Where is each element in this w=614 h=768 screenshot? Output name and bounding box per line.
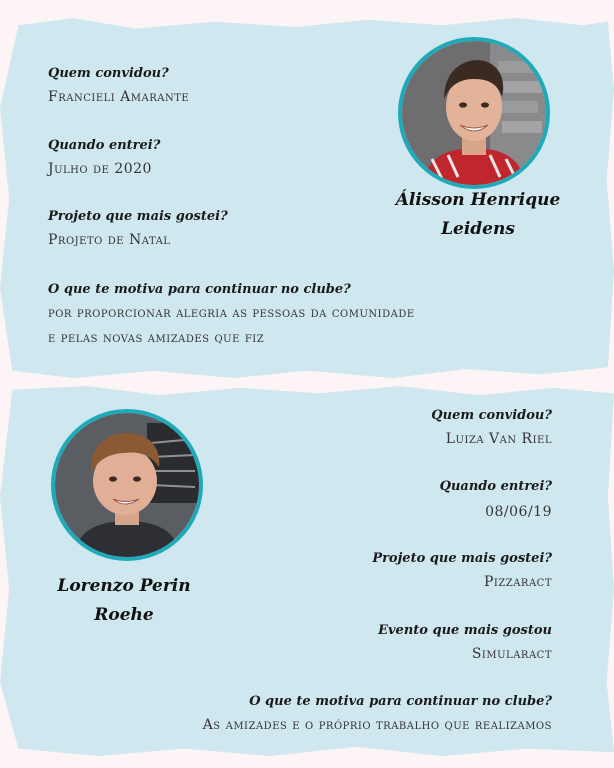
avatar-lorenzo [51,409,203,561]
question-favorite-project: Projeto que mais gostei? [372,551,552,566]
question-who-invited: Quem convidou? [431,408,552,423]
portrait-photo [55,413,199,557]
member-name-line1: Lorenzo Perin [57,576,191,596]
question-favorite-event: Evento que mais gostou [378,623,552,638]
answer-favorite-project: Projeto de Natal [48,232,171,248]
answer-favorite-project: Pizzaract [483,574,552,590]
answer-motivation: As amizades e o próprio trabalho que realizamos [202,717,552,733]
answer-motivation-line2: e pelas novas amizades que fiz [48,330,265,346]
answer-favorite-event: Simularact [471,646,552,662]
portrait-photo [402,41,546,185]
member-name-lorenzo [34,572,214,630]
question-when-joined: Quando entrei? [439,479,552,494]
answer-when-joined: 08/06/19 [485,504,552,520]
question-favorite-project: Projeto que mais gostei? [48,209,228,224]
member-name-alisson [388,186,568,244]
avatar-alisson [398,37,550,189]
member-name-line2: Roehe [94,605,154,625]
answer-who-invited: Francieli Amarante [48,89,190,105]
question-when-joined: Quando entrei? [48,138,161,153]
question-motivation: O que te motiva para continuar no clube? [249,694,552,709]
question-motivation: O que te motiva para continuar no clube? [48,282,351,297]
answer-motivation-line1: por proporcionar alegria as pessoas da comunidade [48,305,415,321]
answer-who-invited: Luiza Van Riel [445,431,552,447]
answer-when-joined: Julho de 2020 [48,161,152,177]
member-name-line2: Leidens [441,219,515,239]
question-who-invited: Quem convidou? [48,66,169,81]
member-name-line1: Álisson Henrique [395,190,561,210]
